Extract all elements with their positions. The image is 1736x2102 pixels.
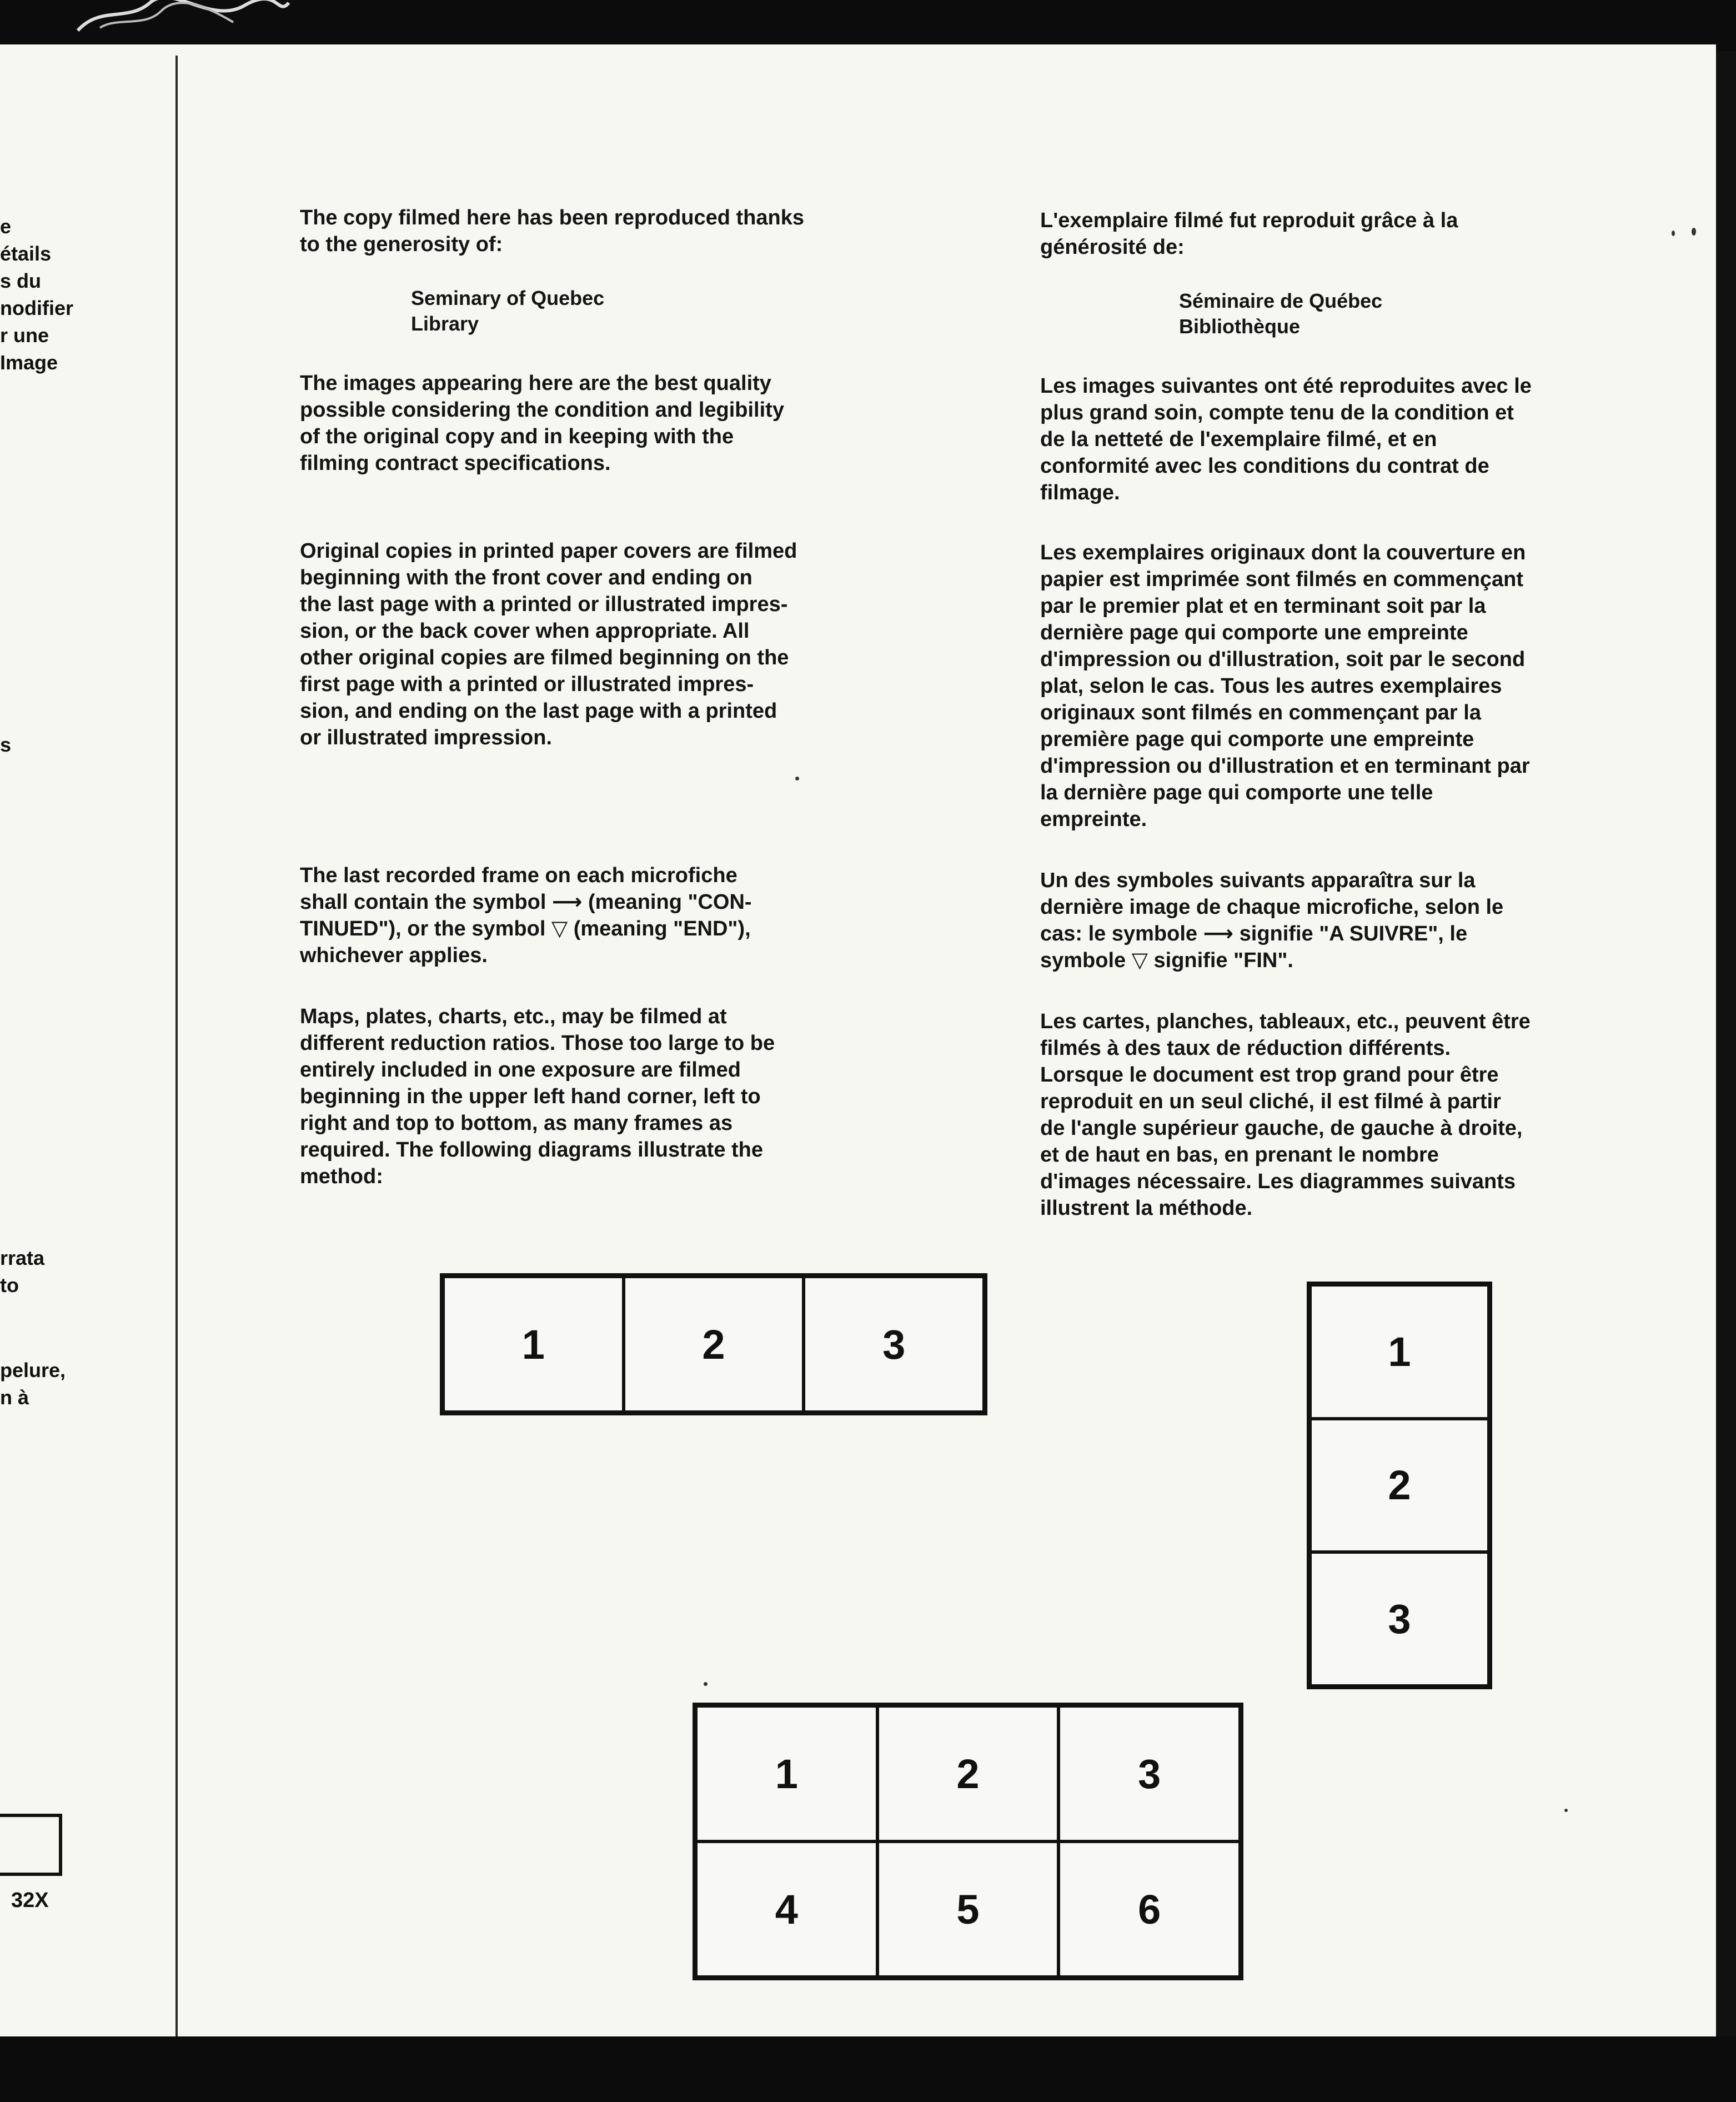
diagram-column-three xyxy=(1307,1282,1492,1689)
scan-noise-top xyxy=(67,0,300,33)
page-fold-line xyxy=(175,56,178,2036)
diagram-frame: 1 xyxy=(1310,1285,1489,1419)
diagram-frame: 2 xyxy=(624,1277,804,1412)
french-maps: Les cartes, planches, tableaux, etc., peuvent être filmés à des taux de réduction différents. Lorsque le document est trop grand pour être reproduit en un seul cliché, il est filmé à partir de l'angle supérieur gauche, de gauche à droite, et de haut en bas, en prenant le nombre d'images nécessaire. Les diagrammes suivants illustrent la méthode. xyxy=(1040,1010,1531,1220)
scan-speck xyxy=(1672,231,1675,236)
scan-speck xyxy=(704,1682,708,1686)
diagram-frame: 1 xyxy=(696,1706,877,1841)
margin-fragment-1: e étails s du nodifier r une Image xyxy=(0,215,73,374)
english-quality: The images appearing here are the best quality possible considering the condition and legibility of the original copy and in keeping with the filming contract specifications. xyxy=(300,372,784,475)
diagram-frame: 3 xyxy=(1310,1552,1489,1686)
scan-speck xyxy=(795,777,799,780)
english-covers: Original copies in printed paper covers are filmed beginning with the front cover and ending on the last page with a printed or illustrated impres- sion, or the back cover when appropriate. All other original copies are filmed beginning on the first page with a printed or illustrated impres- sion, and ending on the last page with a printed or illustrated impression. xyxy=(300,539,797,749)
french-library: Séminaire de Québec Bibliothèque xyxy=(1179,289,1383,338)
diagram-frame: 3 xyxy=(1058,1706,1240,1841)
diagram-frame: 6 xyxy=(1058,1841,1240,1977)
diagram-frame: 3 xyxy=(804,1277,984,1412)
diagram-frame: 4 xyxy=(696,1841,877,1977)
english-symbols: The last recorded frame on each microfiche shall contain the symbol ⟶ (meaning "CON- TINUED"), or the symbol ▽ (meaning "END"), whichever applies. xyxy=(300,864,752,967)
french-covers: Les exemplaires originaux dont la couverture en papier est imprimée sont filmés en commençant par le premier plat et en terminant soit par la dernière page qui comporte une empreinte d'impression ou d'illustration, soit par le second plat, selon le cas. Tous les autres exemplaires originaux sont filmés en commençant par la première page qui comporte une empreinte d'impression ou d'illustration et en terminant par la dernière page qui comporte une telle empreinte. xyxy=(1040,541,1530,831)
reduction-label: 32X xyxy=(11,1889,49,1912)
english-acknowledgement: The copy filmed here has been reproduced thanks to the generosity of: xyxy=(300,206,805,256)
french-column xyxy=(1040,207,1657,1222)
bottom-dark-border xyxy=(0,2036,1736,2102)
diagram-frame: 5 xyxy=(877,1841,1059,1977)
diagram-frame: 1 xyxy=(443,1277,624,1412)
margin-fragment-2: s xyxy=(0,733,12,756)
diagram-grid-six xyxy=(693,1703,1243,1980)
diagram-frame: 2 xyxy=(1310,1419,1489,1553)
french-quality: Les images suivantes ont été reproduites avec le plus grand soin, compte tenu de la condition et de la netteté de l'exemplaire filmé, et en conformité avec les conditions du contrat de filmage. xyxy=(1040,374,1532,504)
scan-speck xyxy=(1564,1809,1568,1812)
english-maps: Maps, plates, charts, etc., may be filmed at different reduction ratios. Those too large to be entirely included in one exposure are filmed beginning in the upper left hand corner, left to right and top to bottom, as many frames as required. The following diagrams illustrate the method: xyxy=(300,1005,775,1188)
french-acknowledgement: L'exemplaire filmé fut reproduit grâce à la générosité de: xyxy=(1040,209,1458,259)
diagram-row-three xyxy=(440,1273,987,1415)
margin-fragment-3: rrata to xyxy=(0,1247,45,1297)
english-column xyxy=(300,204,916,1190)
english-library: Seminary of Quebec Library xyxy=(411,287,605,335)
french-symbols: Un des symboles suivants apparaîtra sur la dernière image de chaque microfiche, selon le cas: le symbole ⟶ signifie "A SUIVRE", le symbole ▽ signifie "FIN". xyxy=(1040,869,1504,972)
reduction-target-box xyxy=(0,1814,62,1876)
diagram-frame: 2 xyxy=(877,1706,1059,1841)
margin-fragment-4: pelure, n à xyxy=(0,1359,66,1409)
scan-speck xyxy=(1692,228,1696,236)
